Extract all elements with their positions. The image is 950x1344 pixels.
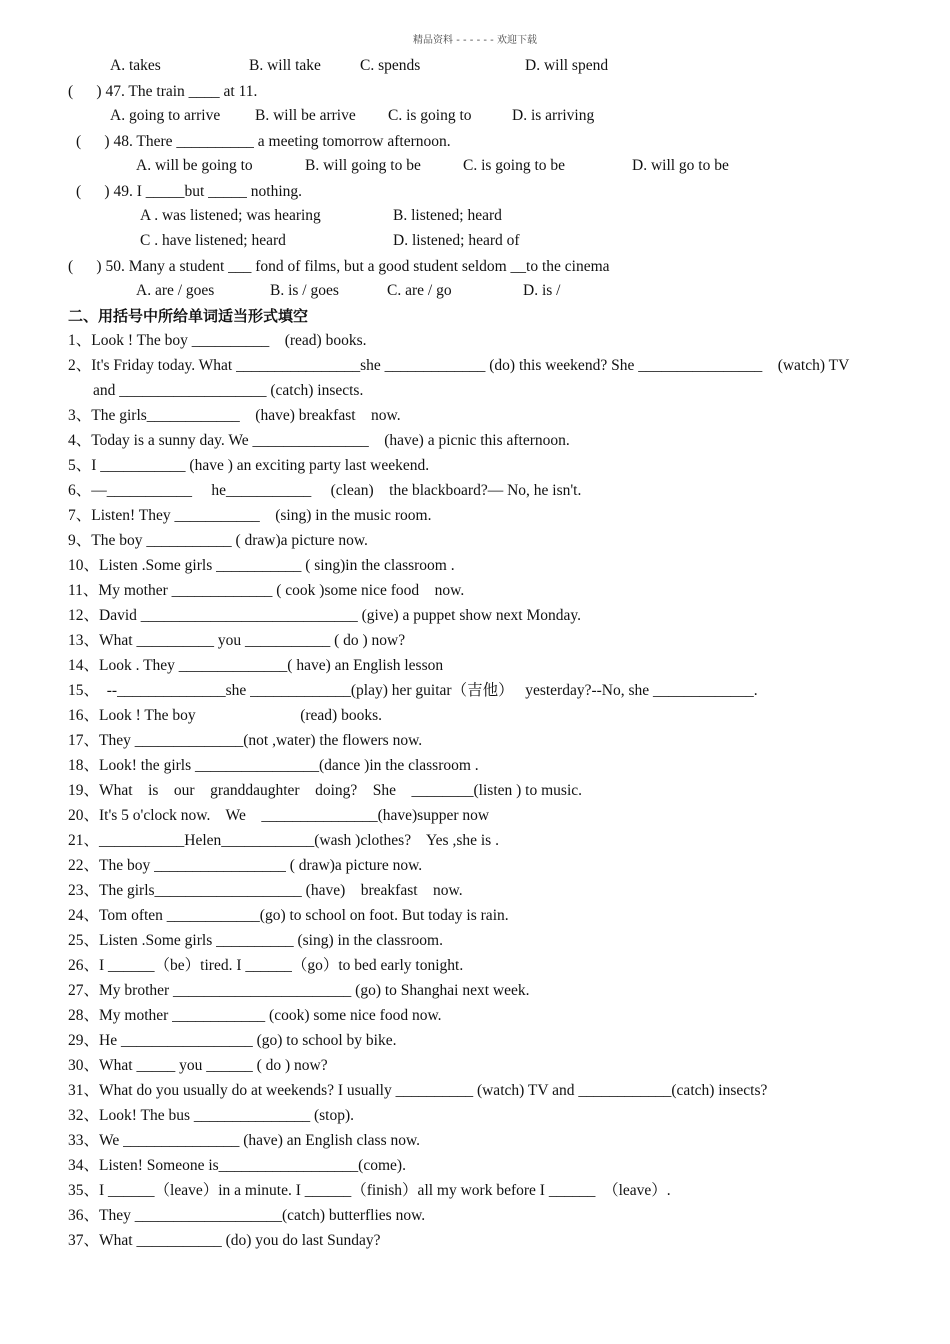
fill-item-4: 4、Today is a sunny day. We _______________ (have) a picnic this afternoon. <box>68 432 570 449</box>
section-title: 二、用括号中所给单词适当形式填空 <box>68 307 309 325</box>
q48-option-c: C. is going to be <box>463 157 566 174</box>
question-50: ( ) 50. Many a student ___ fond of films, but a good student seldom __to the cinema <box>68 258 610 275</box>
fill-item-34: 34、Listen! Someone is__________________(come). <box>68 1157 406 1174</box>
fill-item-14: 14、Look . They ______________( have) an English lesson <box>68 657 444 674</box>
q50-option-a: A. are / goes <box>136 282 215 299</box>
q49-option-b: B. listened; heard <box>393 207 502 224</box>
q50-option-c: C. are / go <box>387 282 452 299</box>
q48-option-a: A. will be going to <box>136 157 253 174</box>
fill-item-28: 28、My mother ____________ (cook) some nice food now. <box>68 1007 442 1024</box>
fill-item-24: 24、Tom often ____________(go) to school on foot. But today is rain. <box>68 907 509 924</box>
fill-item-19: 19、What is our granddaughter doing? She ________(listen ) to music. <box>68 782 583 799</box>
fill-item-27: 27、My brother _______________________ (go) to Shanghai next week. <box>68 982 530 999</box>
fill-item-26: 26、I ______（be）tired. I ______（go）to bed early tonight. <box>68 957 464 974</box>
fill-item-18: 18、Look! the girls ________________(dance )in the classroom . <box>68 757 479 774</box>
fill-item-17: 17、They ______________(not ,water) the flowers now. <box>68 732 423 749</box>
fill-item-33: 33、We _______________ (have) an English class now. <box>68 1132 421 1149</box>
q49-option-c: C . have listened; heard <box>140 232 286 249</box>
fill-item-5: 5、I ___________ (have ) an exciting party last weekend. <box>68 457 430 474</box>
q46-option-d: D. will spend <box>525 57 609 74</box>
fill-item-16: 16、Look ! The boy (read) books. <box>68 707 382 724</box>
fill-item-6: 6、—___________ he___________ (clean) the blackboard?— No, he isn't. <box>68 482 582 499</box>
fill-item-36: 36、They ___________________(catch) butterflies now. <box>68 1207 426 1224</box>
q49-option-d: D. listened; heard of <box>393 232 520 249</box>
q50-option-d: D. is / <box>523 282 561 299</box>
q47-option-a: A. going to arrive <box>110 107 221 124</box>
fill-item-10: 10、Listen .Some girls ___________ ( sing)in the classroom . <box>68 557 455 574</box>
fill-item-32: 32、Look! The bus _______________ (stop). <box>68 1107 355 1124</box>
fill-item-3: 3、The girls____________ (have) breakfast now. <box>68 407 401 424</box>
q46-option-b: B. will take <box>249 57 321 74</box>
q50-option-b: B. is / goes <box>270 282 339 299</box>
q47-option-c: C. is going to <box>388 107 472 124</box>
fill-item-9: 9、The boy ___________ ( draw)a picture now. <box>68 532 368 549</box>
fill-item-21: 21、___________Helen____________(wash )clothes? Yes ,she is . <box>68 832 499 849</box>
fill-item-11: 11、My mother _____________ ( cook )some nice food now. <box>68 582 465 599</box>
fill-item-30: 30、What _____ you ______ ( do ) now? <box>68 1057 328 1074</box>
fill-item-22: 22、The boy _________________ ( draw)a picture now. <box>68 857 423 874</box>
q48-option-d: D. will go to be <box>632 157 729 174</box>
fill-item-23: 23、The girls___________________ (have) breakfast now. <box>68 882 463 899</box>
fill-item-29: 29、He _________________ (go) to school by bike. <box>68 1032 397 1049</box>
fill-item-13: 13、What __________ you ___________ ( do ) now? <box>68 632 406 649</box>
fill-item-25: 25、Listen .Some girls __________ (sing) in the classroom. <box>68 932 443 949</box>
q48-option-b: B. will going to be <box>305 157 421 174</box>
q46-option-c: C. spends <box>360 57 421 74</box>
q49-option-a: A . was listened; was hearing <box>140 207 321 224</box>
fill-item-7: 7、Listen! They ___________ (sing) in the music room. <box>68 507 432 524</box>
fill-item-2-cont: and ___________________ (catch) insects. <box>93 382 364 399</box>
fill-item-20: 20、It's 5 o'clock now. We _______________(have)supper now <box>68 807 490 824</box>
fill-item-12: 12、David ____________________________ (give) a puppet show next Monday. <box>68 607 582 624</box>
q46-option-a: A. takes <box>110 57 161 74</box>
question-47: ( ) 47. The train ____ at 11. <box>68 83 258 100</box>
fill-item-35: 35、I ______（leave）in a minute. I ______（finish）all my work before I ______ （leave）. <box>68 1182 671 1199</box>
q47-option-b: B. will be arrive <box>255 107 356 124</box>
fill-item-37: 37、What ___________ (do) you do last Sunday? <box>68 1232 381 1249</box>
fill-item-1: 1、Look ! The boy __________ (read) books. <box>68 332 367 349</box>
question-49: ( ) 49. I _____but _____ nothing. <box>76 183 303 200</box>
fill-item-31: 31、What do you usually do at weekends? I usually __________ (watch) TV and ____________(catch) insects? <box>68 1082 768 1099</box>
fill-item-2: 2、It's Friday today. What ________________she _____________ (do) this weekend? She ________________ (watch) TV <box>68 357 850 374</box>
question-48: ( ) 48. There __________ a meeting tomorrow afternoon. <box>76 133 451 150</box>
fill-item-15: 15、 --______________she _____________(play) her guitar（吉他） yesterday?--No, she _____________. <box>68 682 758 699</box>
page-header: 精品资料 - - - - - - 欢迎下载 <box>413 35 537 46</box>
q47-option-d: D. is arriving <box>512 107 595 124</box>
